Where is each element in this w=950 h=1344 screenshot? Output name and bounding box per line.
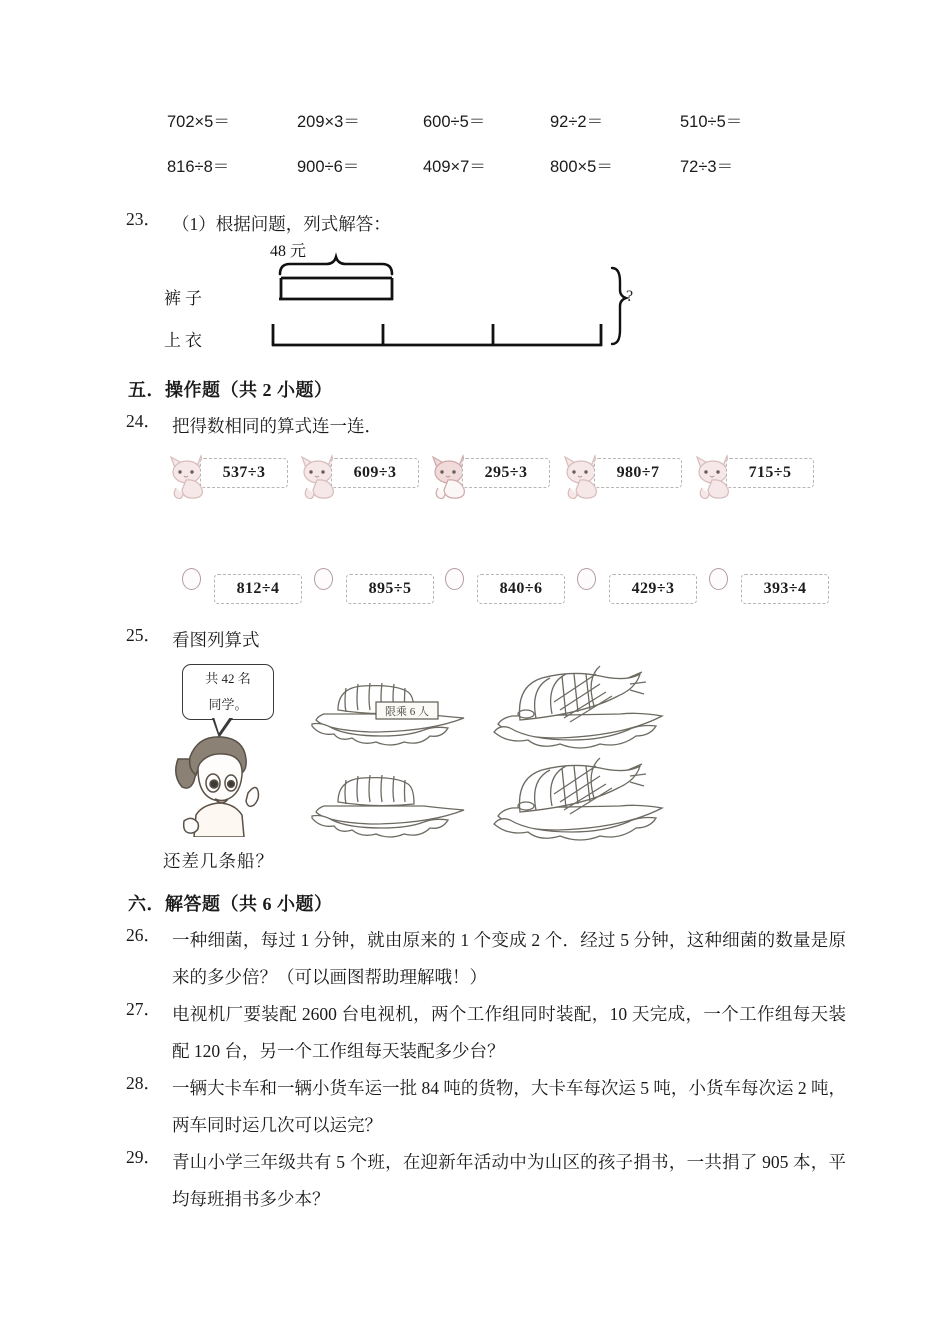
- match-card[interactable]: [164, 450, 296, 504]
- bar-label-top: 上衣: [164, 331, 206, 350]
- match-card[interactable]: [426, 450, 558, 504]
- math-expression: 72÷3＝: [680, 158, 734, 176]
- math-expression: 800×5＝: [550, 158, 613, 176]
- amount-label: 48 元: [270, 243, 307, 260]
- question-26: [126, 922, 846, 996]
- expression-card[interactable]: 812÷4: [214, 574, 302, 604]
- question-28: [126, 1070, 846, 1144]
- question-text: 看图列算式: [172, 630, 260, 650]
- expression-card[interactable]: 609÷3: [331, 458, 419, 488]
- match-card[interactable]: [304, 566, 436, 620]
- match-card[interactable]: [172, 566, 304, 620]
- expression-card[interactable]: 537÷3: [200, 458, 288, 488]
- expression-card[interactable]: 393÷4: [741, 574, 829, 604]
- boat-sign-text: 限乘 6 人: [385, 706, 429, 718]
- bar-label-pants: 裤子: [164, 289, 206, 308]
- expression-card[interactable]: 840÷6: [477, 574, 565, 604]
- boat-arched-icon: [490, 662, 670, 754]
- question-text: 把得数相同的算式连一连．: [172, 416, 382, 436]
- match-card[interactable]: [690, 450, 822, 504]
- question-text: 一种细菌，每过 1 分钟，就由原来的 1 个变成 2 个．经过 5 分钟，这种细菌的数量是原来的多少倍？（可以画图帮助理解哦！）: [172, 930, 846, 987]
- circle-icon: [577, 568, 596, 590]
- section-heading-6: 六．解答题（共 6 小题）: [128, 894, 333, 914]
- question-number: 29．: [126, 1147, 161, 1167]
- match-card[interactable]: [295, 450, 427, 504]
- expression-card[interactable]: 980÷7: [594, 458, 682, 488]
- boat-scene-illustration: [160, 662, 700, 842]
- math-expression: 600÷5＝: [423, 113, 486, 131]
- speech-line-1: 共 42 名: [205, 671, 251, 686]
- match-row-bottom: [150, 566, 850, 626]
- math-expression: 92÷2＝: [550, 113, 604, 131]
- girl-character-icon: [160, 717, 280, 837]
- math-expression: 409×7＝: [423, 158, 486, 176]
- circle-icon: [182, 568, 201, 590]
- question-text: （1）根据问题，列式解答：: [172, 214, 391, 234]
- speech-bubble: [182, 664, 274, 720]
- match-card[interactable]: [435, 566, 567, 620]
- circle-icon: [445, 568, 464, 590]
- boat-icon: [310, 762, 475, 844]
- mental-math-grid: [145, 108, 845, 198]
- speech-line-2: 同学。: [208, 697, 248, 712]
- question-number: 24．: [126, 411, 161, 431]
- bar-model-svg: [160, 238, 720, 364]
- boat-with-sign-icon: [310, 670, 475, 752]
- mental-math-row: [145, 108, 845, 153]
- question-number: 26．: [126, 925, 161, 945]
- expression-card[interactable]: 295÷3: [462, 458, 550, 488]
- question-24: [126, 408, 846, 445]
- question-25: [126, 622, 846, 659]
- bar-model-diagram: [160, 238, 720, 364]
- section-heading-5: 五．操作题（共 2 小题）: [128, 380, 333, 400]
- match-card[interactable]: [558, 450, 690, 504]
- question-text: 电视机厂要装配 2600 台电视机，两个工作组同时装配，10 天完成，一个工作组每天装配 120 台，另一个工作组每天装配多少台？: [172, 1004, 846, 1061]
- match-card[interactable]: [567, 566, 699, 620]
- question-text: 青山小学三年级共有 5 个班，在迎新年活动中为山区的孩子捐书，一共捐了 905 本，平均每班捐书多少本？: [172, 1152, 846, 1209]
- expression-card[interactable]: 715÷5: [726, 458, 814, 488]
- math-expression: 209×3＝: [297, 113, 360, 131]
- mental-math-row: [145, 153, 845, 198]
- expression-card[interactable]: 429÷3: [609, 574, 697, 604]
- math-expression: 510÷5＝: [680, 113, 743, 131]
- match-card[interactable]: [699, 566, 831, 620]
- question-number: 27．: [126, 999, 161, 1019]
- question-29: [126, 1144, 846, 1218]
- math-expression: 816÷8＝: [167, 158, 230, 176]
- question-number: 23．: [126, 209, 161, 229]
- question-mark-label: ?: [626, 288, 634, 305]
- expression-card[interactable]: 895÷5: [346, 574, 434, 604]
- math-expression: 900÷6＝: [297, 158, 360, 176]
- circle-icon: [314, 568, 333, 590]
- question-27: [126, 996, 846, 1070]
- circle-icon: [709, 568, 728, 590]
- question-text: 一辆大卡车和一辆小货车运一批 84 吨的货物，大卡车每次运 5 吨，小货车每次运 2 吨，两车同时运几次可以运完？: [172, 1078, 846, 1135]
- match-row-top: [150, 450, 850, 510]
- question-number: 25．: [126, 625, 161, 645]
- question-number: 28．: [126, 1073, 161, 1093]
- math-expression: 702×5＝: [167, 113, 230, 131]
- question-25-caption: 还差几条船？: [163, 851, 274, 871]
- boat-arched-icon: [490, 754, 670, 846]
